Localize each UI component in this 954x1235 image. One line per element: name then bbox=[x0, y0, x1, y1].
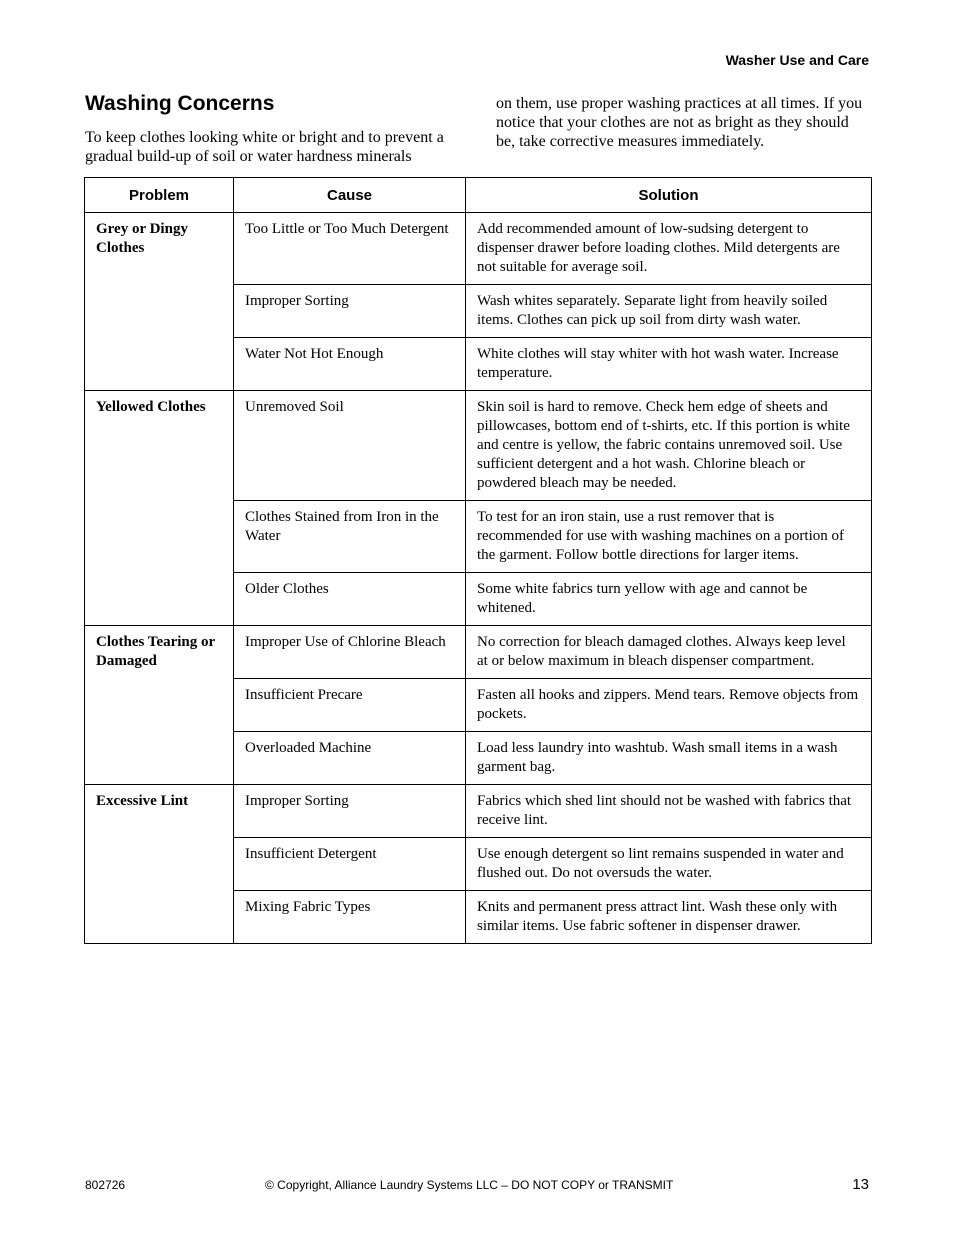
problem-label: Excessive Lint bbox=[96, 793, 189, 809]
problem-cell bbox=[85, 391, 234, 626]
footer-page-number: 13 bbox=[852, 1176, 869, 1193]
intro-paragraph-left: To keep clothes looking white or bright and to prevent a gradual build-up of soil or water hardness minerals bbox=[85, 129, 444, 165]
cause-label: Improper Sorting bbox=[245, 793, 349, 809]
solution-cell bbox=[466, 626, 872, 679]
solution-text: Add recommended amount of low-sudsing detergent to dispenser drawer before loading clothes. Mild detergents are not suitable for average soil. bbox=[477, 221, 840, 275]
problem-label: Grey or Dingy Clothes bbox=[96, 221, 188, 256]
footer-copyright: © Copyright, Alliance Laundry Systems LLC – DO NOT COPY or TRANSMIT bbox=[265, 1178, 674, 1192]
solution-cell bbox=[466, 785, 872, 838]
cause-label: Insufficient Precare bbox=[245, 687, 363, 703]
intro-paragraph-right: on them, use proper washing practices at all times. If you notice that your clothes are not as bright as they should be, take corrective measures immediately. bbox=[496, 95, 863, 150]
solution-cell bbox=[466, 573, 872, 626]
solution-text: Wash whites separately. Separate light from heavily soiled items. Clothes can pick up soil from dirty wash water. bbox=[477, 293, 828, 328]
cause-cell bbox=[234, 838, 466, 891]
solution-text: To test for an iron stain, use a rust remover that is recommended for use with washing machines on a portion of the garment. Follow bottle directions for larger items. bbox=[477, 509, 844, 563]
washing-concerns-table bbox=[84, 177, 872, 944]
solution-cell bbox=[466, 338, 872, 391]
solution-text: Some white fabrics turn yellow with age and cannot be whitened. bbox=[477, 581, 808, 616]
header-solution: Solution bbox=[466, 178, 872, 213]
solution-cell bbox=[466, 213, 872, 285]
cause-cell bbox=[234, 626, 466, 679]
solution-cell bbox=[466, 732, 872, 785]
cause-cell bbox=[234, 891, 466, 944]
solution-text: Fabrics which shed lint should not be washed with fabrics that receive lint. bbox=[477, 793, 852, 828]
solution-text: Skin soil is hard to remove. Check hem edge of sheets and pillowcases, bottom end of t-shirts, etc. If this portion is white and centre is yellow, the fabric contains unremoved soil. Use sufficient detergent and a hot wash. Chlorine bleach or powdered bleach may be needed. bbox=[477, 399, 850, 491]
problem-cell bbox=[85, 626, 234, 785]
cause-cell bbox=[234, 285, 466, 338]
cause-cell bbox=[234, 213, 466, 285]
cause-cell bbox=[234, 391, 466, 501]
running-header: Washer Use and Care bbox=[725, 52, 869, 68]
solution-text: Load less laundry into washtub. Wash small items in a wash garment bag. bbox=[477, 740, 838, 775]
solution-cell bbox=[466, 285, 872, 338]
cause-label: Water Not Hot Enough bbox=[245, 346, 384, 362]
cause-label: Mixing Fabric Types bbox=[245, 899, 371, 915]
solution-text: Knits and permanent press attract lint. Wash these only with similar items. Use fabric softener in dispenser drawer. bbox=[477, 899, 838, 934]
cause-label: Insufficient Detergent bbox=[245, 846, 377, 862]
header-problem: Problem bbox=[85, 178, 234, 213]
solution-text: White clothes will stay whiter with hot wash water. Increase temperature. bbox=[477, 346, 839, 381]
cause-label: Improper Sorting bbox=[245, 293, 349, 309]
solution-text: Fasten all hooks and zippers. Mend tears. Remove objects from pockets. bbox=[477, 687, 859, 722]
problem-cell bbox=[85, 213, 234, 391]
cause-cell bbox=[234, 338, 466, 391]
header-cause: Cause bbox=[234, 178, 466, 213]
solution-cell bbox=[466, 679, 872, 732]
cause-label: Too Little or Too Much Detergent bbox=[245, 221, 449, 237]
problem-label: Yellowed Clothes bbox=[96, 399, 206, 415]
section-title: Washing Concerns bbox=[85, 92, 275, 115]
cause-label: Overloaded Machine bbox=[245, 740, 372, 756]
cause-cell bbox=[234, 573, 466, 626]
solution-cell bbox=[466, 501, 872, 573]
cause-label: Unremoved Soil bbox=[245, 399, 344, 415]
table-row bbox=[85, 785, 872, 838]
solution-cell bbox=[466, 391, 872, 501]
cause-label: Clothes Stained from Iron in the Water bbox=[245, 509, 439, 544]
cause-cell bbox=[234, 679, 466, 732]
cause-label: Older Clothes bbox=[245, 581, 329, 597]
cause-cell bbox=[234, 501, 466, 573]
table-row bbox=[85, 626, 872, 679]
problem-cell bbox=[85, 785, 234, 944]
solution-text: No correction for bleach damaged clothes. Always keep level at or below maximum in bleach dispenser compartment. bbox=[477, 634, 846, 669]
table-row bbox=[85, 213, 872, 285]
problem-label: Clothes Tearing or Damaged bbox=[96, 634, 215, 669]
table-row bbox=[85, 391, 872, 501]
footer-doc-number: 802726 bbox=[85, 1178, 126, 1192]
cause-label: Improper Use of Chlorine Bleach bbox=[245, 634, 446, 650]
cause-cell bbox=[234, 732, 466, 785]
solution-cell bbox=[466, 891, 872, 944]
table-header-row bbox=[85, 178, 872, 213]
solution-text: Use enough detergent so lint remains suspended in water and flushed out. Do not oversuds the water. bbox=[477, 846, 844, 881]
solution-cell bbox=[466, 838, 872, 891]
cause-cell bbox=[234, 785, 466, 838]
